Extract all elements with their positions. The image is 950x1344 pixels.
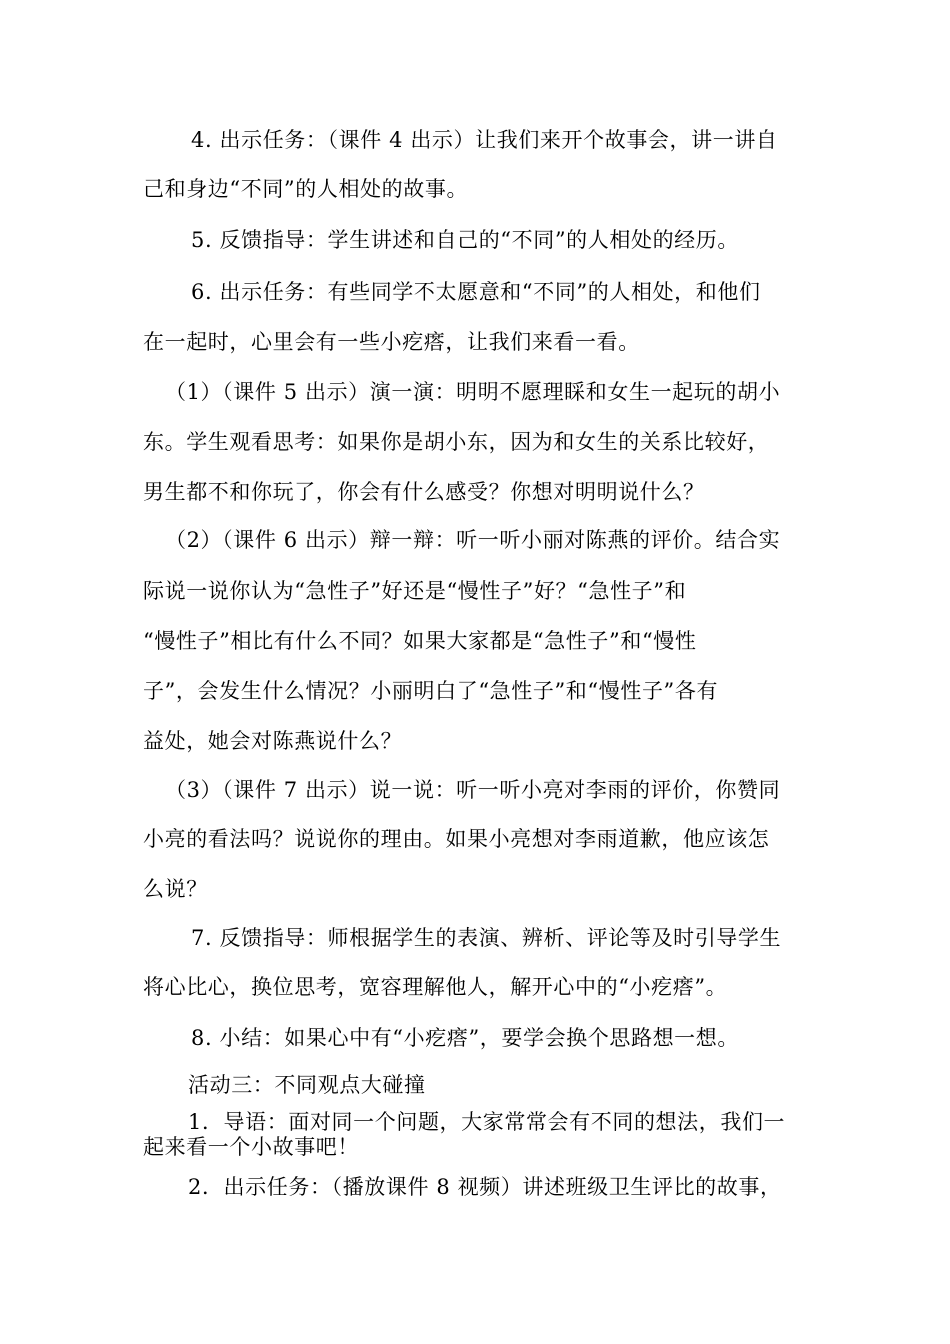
paragraph-line: 起来看一个小故事吧！ bbox=[143, 1135, 359, 1159]
paragraph-line: 8. 小结：如果心中有“小疙瘩”，要学会换个思路想一想。 bbox=[191, 1026, 739, 1050]
paragraph-line: 4. 出示任务：（课件 4 出示）让我们来开个故事会，讲一讲自 bbox=[191, 128, 778, 152]
paragraph-line: 子”，会发生什么情况？小丽明白了“急性子”和“慢性子”各有 bbox=[143, 679, 719, 703]
paragraph-line: （1）（课件 5 出示）演一演：明明不愿理睬和女生一起玩的胡小 bbox=[165, 380, 781, 404]
paragraph-line: 益处，她会对陈燕说什么？ bbox=[143, 729, 403, 753]
paragraph-line: 7. 反馈指导：师根据学生的表演、辨析、评论等及时引导学生 bbox=[191, 926, 782, 950]
paragraph-line: 么说？ bbox=[143, 877, 208, 901]
paragraph-line: 6. 出示任务：有些同学不太愿意和“不同”的人相处，和他们 bbox=[191, 280, 761, 304]
paragraph-line: 5. 反馈指导：学生讲述和自己的“不同”的人相处的经历。 bbox=[191, 228, 739, 252]
paragraph-line: （2）（课件 6 出示）辩一辩：听一听小丽对陈燕的评价。结合实 bbox=[165, 528, 781, 552]
paragraph-line: （3）（课件 7 出示）说一说：听一听小亮对李雨的评价，你赞同 bbox=[165, 778, 781, 802]
paragraph-line: 际说一说你认为“急性子”好还是“慢性子”好？“急性子”和 bbox=[143, 579, 687, 603]
paragraph-line: 2．出示任务：（播放课件 8 视频）讲述班级卫生评比的故事， bbox=[188, 1175, 782, 1199]
section-heading: 活动三：不同观点大碰撞 bbox=[188, 1073, 426, 1097]
paragraph-line: 1．导语：面对同一个问题，大家常常会有不同的想法，我们一 bbox=[188, 1110, 786, 1134]
paragraph-line: 东。学生观看思考：如果你是胡小东，因为和女生的关系比较好， bbox=[143, 430, 770, 454]
paragraph-line: 在一起时，心里会有一些小疙瘩，让我们来看一看。 bbox=[143, 330, 640, 354]
paragraph-line: 男生都不和你玩了，你会有什么感受？你想对明明说什么？ bbox=[143, 480, 705, 504]
paragraph-line: 小亮的看法吗？说说你的理由。如果小亮想对李雨道歉，他应该怎 bbox=[143, 827, 770, 851]
paragraph-line: 己和身边“不同”的人相处的故事。 bbox=[143, 177, 469, 201]
paragraph-line: 将心比心，换位思考，宽容理解他人，解开心中的“小疙瘩”。 bbox=[143, 975, 728, 999]
paragraph-line: “慢性子”相比有什么不同？如果大家都是“急性子”和“慢性 bbox=[143, 629, 697, 653]
